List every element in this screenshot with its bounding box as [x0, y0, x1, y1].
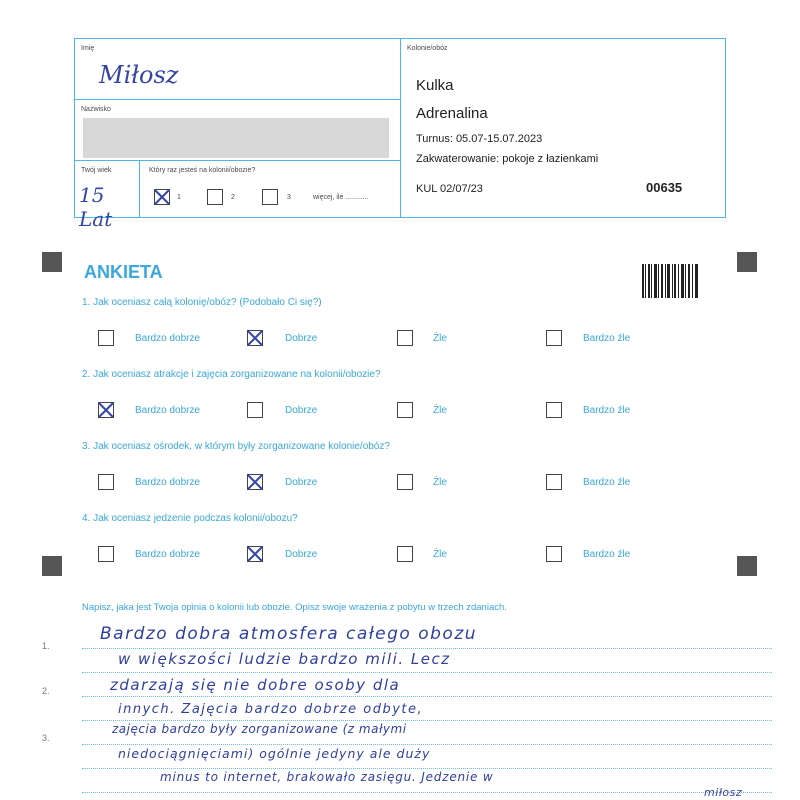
camp-name-1: Kulka — [416, 77, 454, 94]
ktory-raz-checkbox-2[interactable] — [207, 189, 223, 205]
writing-line-2 — [82, 672, 772, 673]
q2-label-zle: Źle — [433, 405, 447, 416]
q4-checkbox-zle[interactable] — [397, 546, 413, 562]
writing-line-5 — [82, 744, 772, 745]
handwritten-line-7[interactable]: minus to internet, brakowało zasięgu. Jedzenie w — [160, 770, 494, 784]
writing-line-6 — [82, 768, 772, 769]
handwritten-line-8[interactable]: miłosz — [704, 786, 743, 799]
imie-cell — [74, 38, 401, 100]
q1-checkbox-bardzo-zle[interactable] — [546, 330, 562, 346]
q2-checkbox-bardzo-dobrze[interactable] — [98, 402, 114, 418]
q4-checkbox-bardzo-dobrze[interactable] — [98, 546, 114, 562]
kolonie-label: Kolonie/obóz — [407, 45, 448, 52]
handwritten-line-5[interactable]: zajęcia bardzo były zorganizowane (z małymi — [112, 722, 407, 736]
writing-line-1 — [82, 648, 772, 649]
q2-checkbox-dobrze[interactable] — [247, 402, 263, 418]
question-2-text: 2. Jak oceniasz atrakcje i zajęcia zorganizowane na kolonii/obozie? — [82, 369, 381, 380]
nazwisko-cell — [74, 99, 401, 161]
q2-label-bardzo-dobrze: Bardzo dobrze — [135, 405, 201, 416]
line-number-2: 2. — [42, 686, 50, 696]
q3-label-zle: Źle — [433, 477, 447, 488]
q2-checkbox-bardzo-zle[interactable] — [546, 402, 562, 418]
ktory-raz-label: Który raz jesteś na kolonii/obozie? — [149, 167, 256, 174]
nazwisko-redacted — [83, 118, 389, 158]
turnus: Turnus: 05.07-15.07.2023 — [416, 133, 543, 145]
q3-checkbox-bardzo-dobrze[interactable] — [98, 474, 114, 490]
imie-label: Imię — [81, 45, 95, 52]
wiek-cell — [74, 160, 140, 231]
q2-label-bardzo-zle: Bardzo źle — [583, 405, 631, 416]
handwritten-line-2[interactable]: w większości ludzie bardzo mili. Lecz — [118, 650, 451, 668]
writing-line-7 — [82, 792, 772, 793]
writing-line-4 — [82, 720, 772, 721]
q3-checkbox-dobrze[interactable] — [247, 474, 263, 490]
ktory-raz-option-1: 1 — [177, 194, 181, 201]
corner-marker-tl — [42, 252, 62, 272]
q4-checkbox-bardzo-zle[interactable] — [546, 546, 562, 562]
q1-checkbox-zle[interactable] — [397, 330, 413, 346]
opinion-prompt: Napisz, jaka jest Twoja opinia o kolonii lub obozie. Opisz swoje wrażenia z pobytu w trzech zdaniach. — [82, 602, 507, 613]
handwritten-line-1[interactable]: Bardzo dobra atmosfera całego obozu — [100, 624, 478, 644]
q4-label-bardzo-dobrze: Bardzo dobrze — [135, 549, 201, 560]
q4-label-bardzo-zle: Bardzo źle — [583, 549, 631, 560]
q1-label-zle: Źle — [433, 333, 447, 344]
camp-code: KUL 02/07/23 — [416, 183, 483, 195]
barcode-icon — [642, 264, 698, 298]
q1-checkbox-bardzo-dobrze[interactable] — [98, 330, 114, 346]
header-form — [74, 38, 726, 231]
kolonie-cell — [400, 38, 726, 218]
q4-label-dobrze: Dobrze — [285, 549, 318, 560]
imie-value[interactable]: Miłosz — [99, 61, 179, 89]
nazwisko-label: Nazwisko — [81, 106, 111, 113]
writing-line-3 — [82, 696, 772, 697]
wiek-label: Twój wiek — [81, 167, 112, 174]
question-3-text: 3. Jak oceniasz ośrodek, w którym były zorganizowane kolonie/obóz? — [82, 441, 390, 452]
corner-marker-bl — [42, 556, 62, 576]
ktory-raz-checkbox-3[interactable] — [262, 189, 278, 205]
question-1-text: 1. Jak oceniasz całą kolonię/obóz? (Podobało Ci się?) — [82, 297, 322, 308]
wiecej-label: więcej, ile ............ — [313, 194, 369, 201]
ktory-raz-option-2: 2 — [231, 194, 235, 201]
zakwaterowanie: Zakwaterowanie: pokoje z łazienkami — [416, 153, 599, 165]
ktory-raz-checkbox-1[interactable] — [154, 189, 170, 205]
handwritten-line-3[interactable]: zdarzają się nie dobre osoby dla — [110, 676, 401, 694]
q3-checkbox-zle[interactable] — [397, 474, 413, 490]
wiek-value[interactable]: 15 Lat — [79, 183, 113, 231]
q1-label-bardzo-dobrze: Bardzo dobrze — [135, 333, 201, 344]
q3-label-bardzo-dobrze: Bardzo dobrze — [135, 477, 201, 488]
line-number-1: 1. — [42, 641, 50, 651]
handwritten-line-6[interactable]: niedociągnięciami) ogólnie jedyny ale duży — [118, 746, 431, 761]
line-number-3: 3. — [42, 733, 50, 743]
q4-checkbox-dobrze[interactable] — [247, 546, 263, 562]
q3-checkbox-bardzo-zle[interactable] — [546, 474, 562, 490]
survey-title: ANKIETA — [84, 262, 163, 282]
q1-label-bardzo-zle: Bardzo źle — [583, 333, 631, 344]
question-4-text: 4. Jak oceniasz jedzenie podczas kolonii/obozu? — [82, 513, 298, 524]
q3-label-dobrze: Dobrze — [285, 477, 318, 488]
q3-label-bardzo-zle: Bardzo źle — [583, 477, 631, 488]
q2-label-dobrze: Dobrze — [285, 405, 318, 416]
corner-marker-br — [737, 556, 757, 576]
ktory-raz-option-3: 3 — [287, 194, 291, 201]
ktory-raz-cell — [139, 160, 401, 218]
form-number: 00635 — [646, 180, 683, 195]
q4-label-zle: Źle — [433, 549, 447, 560]
corner-marker-tr — [737, 252, 757, 272]
q1-checkbox-dobrze[interactable] — [247, 330, 263, 346]
q1-label-dobrze: Dobrze — [285, 333, 318, 344]
camp-name-2: Adrenalina — [416, 105, 488, 122]
handwritten-line-4[interactable]: innych. Zajęcia bardzo dobrze odbyte, — [118, 702, 424, 717]
q2-checkbox-zle[interactable] — [397, 402, 413, 418]
